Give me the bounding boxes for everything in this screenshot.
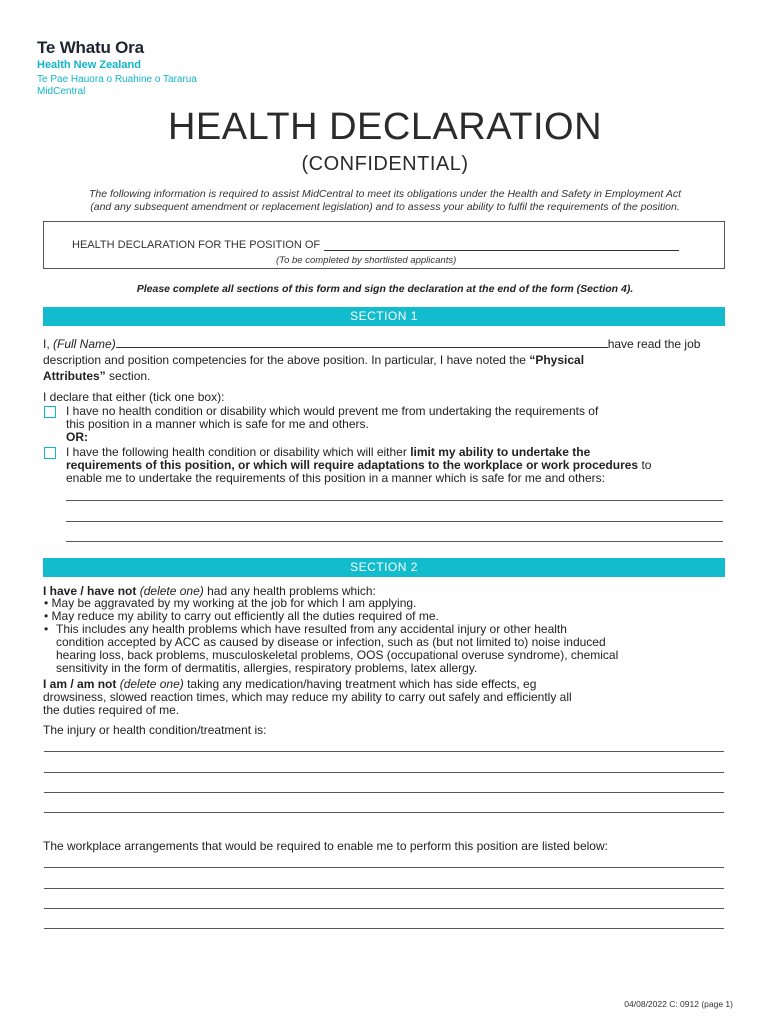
bullet-3-line-1: This includes any health problems which have resulted from any accidental injury or other health (56, 622, 567, 636)
bullet-2: • May reduce my ability to carry out efficiently all the duties required of me. (44, 609, 439, 623)
fullname-prefix: I, (43, 337, 50, 351)
footer-code: 04/08/2022 C: 0912 (page 1) (624, 999, 733, 1009)
option-1-line-1: I have no health condition or disability which would prevent me from undertaking the requirements of (66, 404, 599, 418)
position-input-line[interactable] (324, 240, 679, 251)
bullet-3: • (44, 622, 49, 636)
physical-text: “Physical (529, 353, 585, 367)
have-rest-text: had any health problems which: (207, 584, 376, 598)
option-2-checkbox[interactable] (44, 447, 56, 459)
page-title: HEALTH DECLARATION (167, 106, 603, 148)
declare-text: I declare that either (tick one box): (43, 390, 225, 404)
fullname-row (43, 337, 733, 351)
workplace-input-line-4[interactable] (44, 928, 724, 929)
injury-input-line-2[interactable] (44, 772, 724, 773)
workplace-input-line-1[interactable] (44, 867, 724, 868)
option-2-line-1b: limit my ability to undertake the (410, 445, 591, 459)
workplace-input-line-3[interactable] (44, 908, 724, 909)
section-1-line-2 (43, 353, 743, 367)
option-1-text (66, 405, 726, 444)
am-rest-text: taking any medication/having treatment which has side effects, eg (187, 677, 537, 691)
option-1-line-2: this position in a manner which is safe for me and others. (66, 417, 369, 431)
option-2-line-2b: requirements of this position, or which will require adaptations to the workplace or work procedures (66, 458, 639, 472)
bullet-3-line-2: condition accepted by ACC as caused by disease or infection, such as (but not limited to) noise induced (56, 635, 606, 649)
option-1-checkbox[interactable] (44, 406, 56, 418)
condition-input-line-2[interactable] (66, 521, 723, 522)
option-2-line-1a: I have the following health condition or disability which will either (66, 445, 407, 459)
bullet-3-text (56, 623, 736, 675)
am-am-not-label: I am / am not (43, 677, 117, 691)
injury-label: The injury or health condition/treatment is: (43, 723, 267, 737)
medication-block (43, 678, 733, 717)
condition-input-line-1[interactable] (66, 500, 723, 501)
please-note: Please complete all sections of this form and sign the declaration at the end of the form (Section 4). (136, 283, 634, 295)
position-note: (To be completed by shortlisted applicants) (276, 255, 457, 266)
medication-line-2: drowsiness, slowed reaction times, which may reduce my ability to carry out safely and efficiently all (43, 690, 572, 704)
have-have-not-label: I have / have not (43, 584, 137, 598)
section-word: section. (109, 369, 151, 383)
bullet-3-line-4: sensitivity in the form of dermatitis, allergies, respiratory problems, latex allergy. (56, 661, 478, 675)
injury-input-line-1[interactable] (44, 751, 724, 752)
fullname-suffix: have read the job (607, 337, 701, 351)
workplace-input-line-2[interactable] (44, 888, 724, 889)
option-2-line-3: enable me to undertake the requirements of this position in a manner which is safe for me and others: (66, 471, 605, 485)
logo-region (37, 74, 197, 98)
bullet-2-text: May reduce my ability to carry out efficiently all the duties required of me. (51, 609, 439, 623)
section-2-header: SECTION 2 (43, 558, 725, 577)
section-1-line-3 (43, 369, 150, 383)
position-label: HEALTH DECLARATION FOR THE POSITION OF (72, 239, 321, 251)
intro-line-2: (and any subsequent amendment or replacement legislation) and to assess your ability to fulfil the requirements of the position. (90, 201, 680, 213)
logo-region-name: Te Pae Hauora o Ruahine o Tararua (37, 74, 197, 85)
workplace-label: The workplace arrangements that would be required to enable me to perform this position are listed below: (43, 839, 608, 853)
intro-line-1: The following information is required to assist MidCentral to meet its obligations under the Health and Safety in Employment Act (89, 188, 681, 200)
fullname-input-line[interactable] (116, 337, 608, 348)
condition-input-line-3[interactable] (66, 541, 723, 542)
injury-input-line-3[interactable] (44, 792, 724, 793)
bullet-3-line-3: hearing loss, back problems, musculoskeletal problems, OOS (occupational overuse syndrome), chemical (56, 648, 619, 662)
logo-district: MidCentral (37, 86, 86, 97)
section-1-line-2-text: description and position competencies for the above position. In particular, I have noted the (43, 353, 526, 367)
logo (37, 38, 197, 98)
position-box (43, 221, 725, 269)
section-1-header: SECTION 1 (43, 307, 725, 326)
page-subtitle: (CONFIDENTIAL) (301, 153, 469, 175)
logo-title: Te Whatu Ora (37, 38, 144, 57)
am-delete-one: (delete one) (119, 677, 184, 691)
option-2-text (66, 446, 736, 485)
injury-input-line-4[interactable] (44, 812, 724, 813)
fullname-label: (Full Name) (53, 337, 116, 351)
medication-line-3: the duties required of me. (43, 703, 180, 717)
bullet-1: • May be aggravated by my working at the job for which I am applying. (44, 596, 417, 610)
bullet-1-text: May be aggravated by my working at the job for which I am applying. (51, 596, 417, 610)
intro-text (45, 188, 725, 214)
option-2-line-2c: to (641, 458, 652, 472)
or-label: OR: (66, 430, 88, 444)
logo-subtitle: Health New Zealand (37, 59, 141, 71)
have-delete-one: (delete one) (139, 584, 204, 598)
attributes-text: Attributes” (43, 369, 106, 383)
